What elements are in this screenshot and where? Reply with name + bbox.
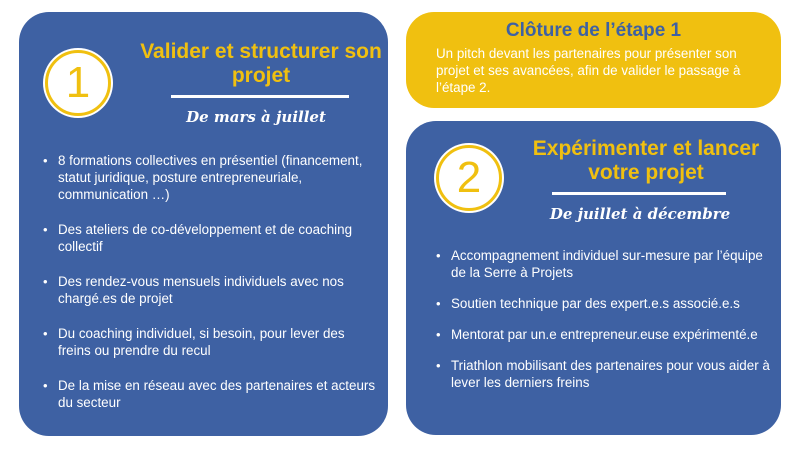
phase-1-period: De mars à juillet <box>186 108 326 126</box>
bullet-icon: • <box>43 222 48 237</box>
phase-1-title: Valider et structurer son projet <box>140 40 382 87</box>
bullet-icon: • <box>436 296 441 311</box>
phase-2-list <box>436 247 776 405</box>
closing-text: Un pitch devant les partenaires pour présenter son projet et ses avancées, afin de valider le passage à l’étape 2. <box>436 46 741 95</box>
title-divider <box>171 95 349 98</box>
bullet-icon: • <box>436 327 441 342</box>
phase-2-period: De juillet à décembre <box>549 205 731 223</box>
list-item: • Mentorat par un.e entrepreneur.euse expérimenté.e <box>436 327 758 342</box>
phase-1-list <box>43 152 378 429</box>
list-item: • De la mise en réseau avec des partenaires et acteurs du secteur <box>43 378 376 410</box>
bullet-icon: • <box>43 153 48 168</box>
list-item: • Triathlon mobilisant des partenaires pour vous aider à lever les derniers freins <box>436 358 770 390</box>
phase-2-title: Expérimenter et lancer votre projet <box>532 137 760 184</box>
bullet-icon: • <box>43 326 48 341</box>
step-number-badge: 1 <box>45 50 111 116</box>
bullet-icon: • <box>436 358 441 373</box>
bullet-icon: • <box>436 248 441 263</box>
list-item: • Des rendez-vous mensuels individuels avec nos chargé.es de projet <box>43 274 344 306</box>
bullet-icon: • <box>43 274 48 289</box>
list-item: • Des ateliers de co-développement et de coaching collectif <box>43 222 353 254</box>
list-item: • 8 formations collectives en présentiel (financement, statut juridique, posture entrepreneuriale, communication …) <box>43 153 363 202</box>
list-item: • Accompagnement individuel sur-mesure par l’équipe de la Serre à Projets <box>436 248 763 280</box>
bullet-icon: • <box>43 378 48 393</box>
phase-1-card <box>19 12 388 436</box>
closing-title: Clôture de l’étape 1 <box>505 20 682 41</box>
list-item: • Soutien technique par des expert.e.s associé.e.s <box>436 296 740 311</box>
phase-2-card <box>406 121 781 435</box>
list-item: • Du coaching individuel, si besoin, pour lever des freins ou prendre du recul <box>43 326 345 358</box>
closing-card <box>406 12 781 108</box>
title-divider <box>552 192 726 195</box>
step-number-badge: 2 <box>436 145 502 211</box>
